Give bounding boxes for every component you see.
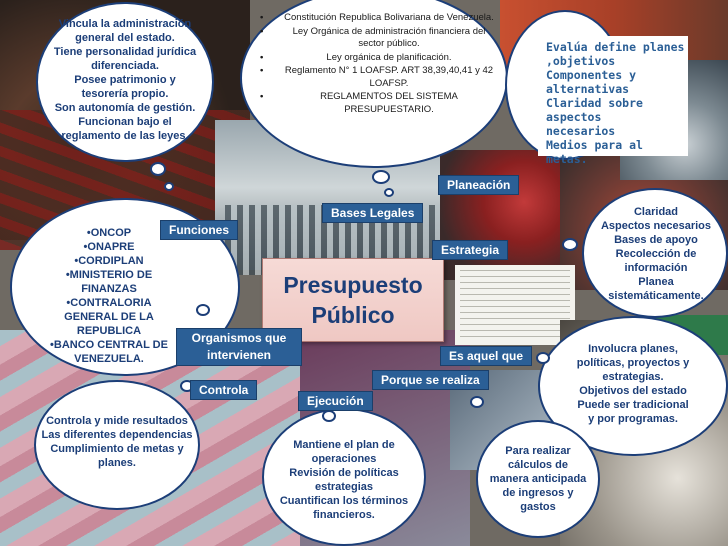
bubble-bases-tail-2 bbox=[384, 188, 394, 197]
node-controla: Controla bbox=[190, 380, 257, 400]
bubble-line: Recolección de bbox=[615, 248, 697, 260]
bubble-line: Claridad sobre aspectos bbox=[546, 96, 643, 124]
bubble-line: Componentes y bbox=[546, 68, 637, 82]
legal-base-item: • Ley orgánica de planificación. bbox=[250, 52, 498, 65]
bubble-porque-se-realiza-text bbox=[480, 444, 596, 514]
bubble-line: Puede ser tradicional bbox=[577, 399, 689, 411]
bubble-estrategia-text bbox=[592, 205, 720, 303]
organismo-item: • ONCOP bbox=[40, 226, 178, 240]
bubble-line: Posee patrimonio y bbox=[74, 74, 176, 86]
bubble-line: Objetivos del estado bbox=[579, 385, 687, 397]
bubble-line: sistemáticamente. bbox=[608, 290, 704, 302]
legal-bases-list bbox=[250, 12, 498, 117]
bubble-line: Son autonomía de gestión. bbox=[54, 102, 196, 114]
node-organismos bbox=[176, 328, 302, 366]
planeacion-text bbox=[546, 40, 696, 166]
bubble-line: y por programas. bbox=[588, 413, 678, 425]
node-es-aquel-que: Es aquel que bbox=[440, 346, 532, 366]
bubble-controla-text bbox=[40, 414, 194, 470]
bubble-line: Las diferentes dependencias bbox=[41, 429, 193, 441]
organismo-item: • ONAPRE bbox=[40, 240, 178, 254]
bubble-line: estrategias bbox=[314, 481, 374, 493]
bubble-line: Bases de apoyo bbox=[614, 234, 698, 246]
bubble-line: planes. bbox=[98, 457, 136, 469]
organismos-list bbox=[40, 226, 178, 366]
bubble-line: información bbox=[624, 262, 688, 274]
node-bases-legales: Bases Legales bbox=[322, 203, 423, 223]
bubble-line: Cuantifican los términos bbox=[279, 495, 409, 507]
organismo-item: • BANCO CENTRAL DE VENEZUELA. bbox=[40, 338, 178, 366]
organismo-item: • CORDIPLAN bbox=[40, 254, 178, 268]
bubble-line: Vincula la administración bbox=[58, 18, 192, 30]
bubble-line: gastos bbox=[520, 501, 556, 513]
bubble-line: Funcionan bajo el bbox=[78, 116, 172, 128]
bubble-organismos-tail-1 bbox=[196, 304, 210, 316]
bubble-porque-tail-1 bbox=[470, 396, 484, 408]
bubble-line: operaciones bbox=[311, 453, 377, 465]
node-funciones: Funciones bbox=[160, 220, 238, 240]
background-spreadsheet-lines bbox=[460, 270, 570, 340]
node-estrategia: Estrategia bbox=[432, 240, 508, 260]
bubble-line: tesorería propio. bbox=[81, 88, 169, 100]
background-crowd-photo bbox=[440, 150, 580, 280]
legal-base-item: • Constitución Republica Bolivariana de Venezuela. bbox=[250, 12, 498, 25]
bubble-estrategia-tail-1 bbox=[562, 238, 578, 251]
bubble-line: ,objetivos bbox=[546, 54, 616, 68]
bubble-funciones-tail-2 bbox=[164, 182, 174, 191]
bubble-line: manera anticipada bbox=[489, 473, 587, 485]
bubble-bases-tail-1 bbox=[372, 170, 390, 184]
bubble-line: políticas, proyectos y bbox=[576, 357, 690, 369]
bubble-es-aquel-que-text bbox=[548, 342, 718, 426]
bubble-line: general del estado. bbox=[75, 32, 175, 44]
bubble-line: Revisión de políticas bbox=[289, 467, 399, 479]
bubble-ejecucion-text bbox=[270, 438, 418, 522]
bubble-line: metas. bbox=[546, 152, 588, 166]
bubble-line: Involucra planes, bbox=[588, 343, 678, 355]
legal-base-item: • Reglamento N° 1 LOAFSP. ART 38,39,40,41 y 42 LOAFSP. bbox=[250, 65, 498, 90]
bubble-line: estrategias. bbox=[602, 371, 664, 383]
bubble-line: Claridad bbox=[633, 206, 678, 218]
bubble-line: diferenciada. bbox=[91, 60, 159, 72]
bubble-line: de ingresos y bbox=[502, 487, 574, 499]
node-porque-se-realiza: Porque se realiza bbox=[372, 370, 489, 390]
bubble-line: Aspectos necesarios bbox=[600, 220, 712, 232]
bubble-line: Mantiene el plan de bbox=[293, 439, 395, 451]
bubble-line: cálculos de bbox=[508, 459, 568, 471]
bubble-line: Tiene personalidad jurídica bbox=[53, 46, 197, 58]
bubble-ejecucion-tail-1 bbox=[322, 410, 336, 422]
node-organismos-label: Organismos que intervienen bbox=[191, 331, 287, 362]
organismo-item: • MINISTERIO DE FINANZAS bbox=[40, 268, 178, 296]
bubble-funciones-tail-1 bbox=[150, 162, 166, 176]
bubble-line: Para realizar bbox=[505, 445, 571, 457]
node-planeacion: Planeación bbox=[438, 175, 519, 195]
bubble-funciones-text bbox=[42, 17, 208, 143]
bubble-line: Controla y mide resultados bbox=[46, 415, 188, 427]
legal-base-item: • REGLAMENTOS DEL SISTEMA PRESUPUESTARIO. bbox=[250, 91, 498, 116]
organismo-item: • CONTRALORIA GENERAL DE LA REPUBLICA bbox=[40, 296, 178, 338]
bubble-line: necesarios bbox=[546, 124, 616, 138]
bubble-line: Cumplimiento de metas y bbox=[50, 443, 184, 455]
bubble-line: Medios para al bbox=[546, 138, 643, 152]
node-ejecucion: Ejecución bbox=[298, 391, 373, 411]
legal-base-item: • Ley Orgánica de administración financiera del sector público. bbox=[250, 26, 498, 51]
central-title: Presupuesto Público bbox=[283, 272, 423, 328]
bubble-line: Evalúa define planes bbox=[546, 40, 685, 54]
bubble-line: alternativas bbox=[546, 82, 630, 96]
bubble-line: financieros. bbox=[313, 509, 375, 521]
bubble-line: Planea bbox=[638, 276, 674, 288]
bubble-line: reglamento de las leyes. bbox=[61, 130, 189, 142]
